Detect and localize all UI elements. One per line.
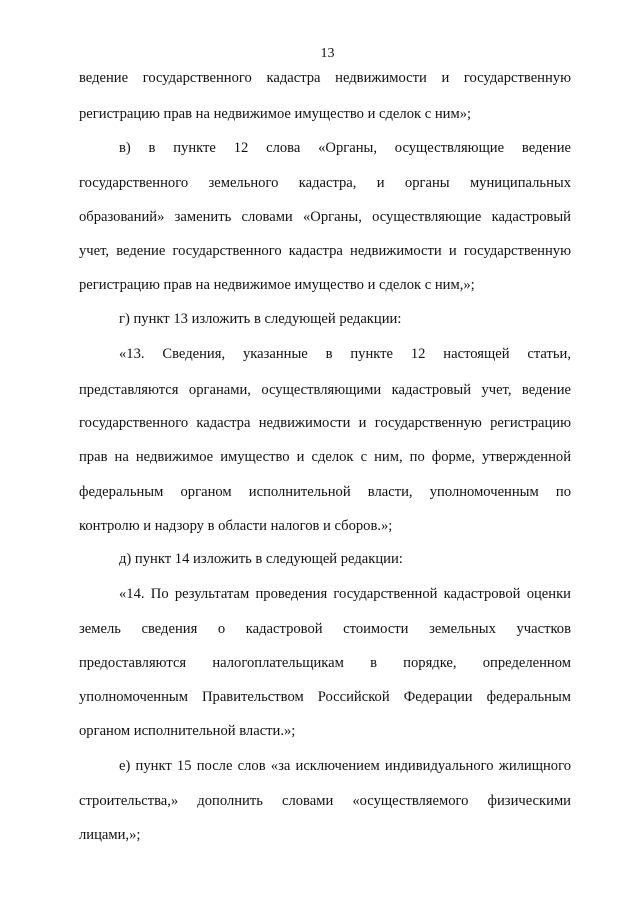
text-line: «13. Сведения, указанные в пункте 12 настоящей статьи, — [119, 346, 571, 362]
text-line: е) пункт 15 после слов «за исключением индивидуального жилищного — [119, 758, 571, 774]
text-line: органом исполнительной власти.»; — [79, 723, 296, 739]
text-line: строительства,» дополнить словами «осуществляемого физическими — [79, 793, 571, 809]
text-line: государственного земельного кадастра, и органы муниципальных — [79, 175, 571, 191]
text-line: прав на недвижимое имущество и сделок с ним, по форме, утвержденной — [79, 449, 571, 465]
text-line: лицами,»; — [79, 827, 141, 843]
text-line: регистрацию прав на недвижимое имущество и сделок с ним»; — [79, 106, 472, 122]
text-line: в) в пункте 12 слова «Органы, осуществляющие ведение — [119, 140, 571, 156]
text-line: государственного кадастра недвижимости и государственную регистрацию — [79, 415, 571, 431]
text-line: контролю и надзору в области налогов и сборов.»; — [79, 518, 393, 534]
page-number: 13 — [320, 46, 335, 61]
text-line: предоставляются налогоплательщикам в порядке, определенном — [79, 655, 571, 671]
text-line: д) пункт 14 изложить в следующей редакции: — [119, 551, 403, 567]
text-line: г) пункт 13 изложить в следующей редакции: — [119, 311, 402, 327]
text-line: «14. По результатам проведения государственной кадастровой оценки — [119, 586, 571, 602]
text-line: ведение государственного кадастра недвижимости и государственную — [79, 70, 571, 86]
text-line: образований» заменить словами «Органы, осуществляющие кадастровый — [79, 209, 571, 225]
text-line: федеральным органом исполнительной власти, уполномоченным по — [79, 484, 571, 500]
text-line: представляются органами, осуществляющими кадастровый учет, ведение — [79, 382, 571, 398]
text-line: земель сведения о кадастровой стоимости земельных участков — [79, 621, 571, 637]
text-line: регистрацию прав на недвижимое имущество и сделок с ним,»; — [79, 277, 475, 293]
text-line: учет, ведение государственного кадастра недвижимости и государственную — [79, 243, 571, 259]
text-line: уполномоченным Правительством Российской Федерации федеральным — [79, 689, 571, 705]
